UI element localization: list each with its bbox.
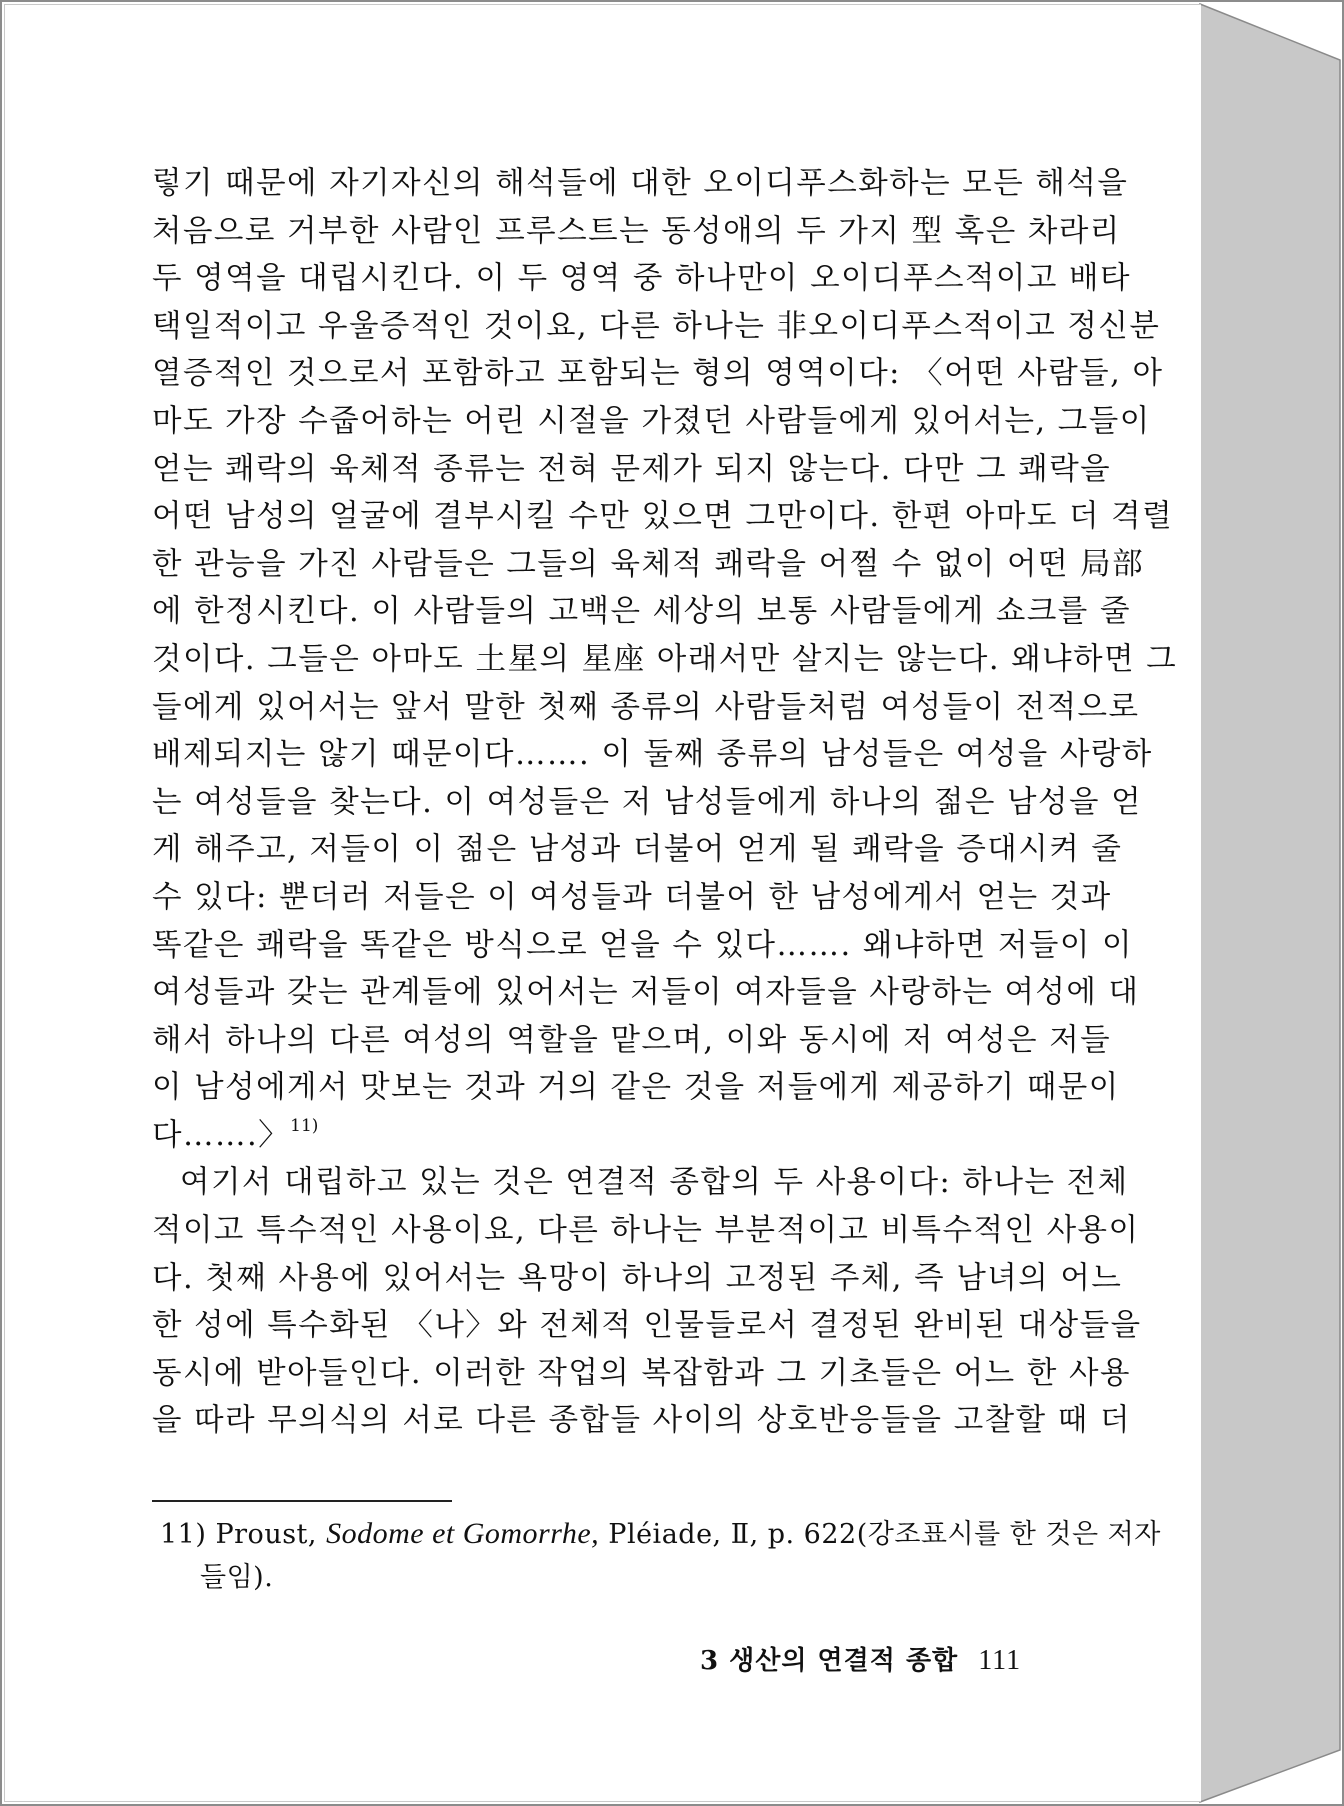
footnote-line: [160, 1512, 1161, 1556]
text-line: 이 남성에게서 맛보는 것과 거의 같은 것을 저들에게 제공하기 때문이: [152, 1070, 1120, 1106]
footnote-marker: 11): [160, 1519, 207, 1550]
footnote-divider: [152, 1500, 452, 1502]
text-line: 어떤 남성의 얼굴에 결부시킬 수만 있으면 그만이다. 한편 아마도 더 격렬: [152, 499, 1174, 535]
quote-end-line: [152, 1112, 1050, 1160]
text-line: 렇기 때문에 자기자신의 해석들에 대한 오이디푸스화하는 모든 해석을: [152, 166, 1129, 201]
footnote-continuation: 들임).: [200, 1562, 274, 1593]
text-line: 한 관능을 가진 사람들은 그들의 육체적 쾌락을 어쩔 수 없이 어떤 局部: [152, 546, 1145, 582]
text-line: 얻는 쾌락의 육체적 종류는 전혀 문제가 되지 않는다. 다만 그 쾌락을: [152, 451, 1112, 487]
text-line: 수 있다: 뿐더러 저들은 이 여성들과 더불어 한 남성에게서 얻는 것과: [152, 879, 1112, 915]
text-line: 택일적이고 우울증적인 것이요, 다른 하나는 非오이디푸스적이고 정신분: [152, 308, 1161, 344]
paragraph-line: 동시에 받아들인다. 이러한 작업의 복잡함과 그 기초들은 어느 한 사용: [152, 1355, 1131, 1391]
text-line: 해서 하나의 다른 여성의 역할을 맡으며, 이와 동시에 저 여성은 저들: [152, 1022, 1112, 1058]
paragraph-line: 을 따라 무의식의 서로 다른 종합들 사이의 상호반응들을 고찰할 때 더: [152, 1403, 1131, 1439]
text-line: 것이다. 그들은 아마도 土星의 星座 아래서만 살지는 않는다. 왜냐하면 그: [152, 641, 1178, 677]
chapter-title: 3 생산의 연결적 종합: [700, 1646, 959, 1676]
paragraph-line: 적이고 특수적인 사용이요, 다른 하나는 부분적이고 비특수적인 사용이: [152, 1213, 1140, 1249]
paragraph-line: 한 성에 특수화된 〈나〉와 전체적 인물들로서 결정된 완비된 대상들을: [152, 1308, 1142, 1344]
text-line: 열증적인 것으로서 포함하고 포함되는 형의 영역이다: 〈어떤 사람들, 아: [152, 356, 1164, 392]
text-line: 처음으로 거부한 사람인 프루스트는 동성애의 두 가지 型 혹은 차라리: [152, 213, 1121, 249]
text-line: 두 영역을 대립시킨다. 이 두 영역 중 하나만이 오이디푸스적이고 배타: [152, 261, 1131, 297]
paragraph-line: 여기서 대립하고 있는 것은 연결적 종합의 두 사용이다: 하나는 전체: [180, 1165, 1129, 1201]
text-line: 게 해주고, 저들이 이 젊은 남성과 더불어 얻게 될 쾌락을 증대시켜 줄: [152, 832, 1123, 868]
text-line: 여성들과 갖는 관계들에 있어서는 저들이 여자들을 사랑하는 여성에 대: [152, 975, 1140, 1011]
text-line: 똑같은 쾌락을 똑같은 방식으로 얻을 수 있다……. 왜냐하면 저들이 이: [152, 927, 1133, 963]
text-line: 는 여성들을 찾는다. 이 여성들은 저 남성들에게 하나의 젊은 남성을 얻: [152, 784, 1143, 820]
text-line: 에 한정시킨다. 이 사람들의 고백은 세상의 보통 사람들에게 쇼크를 줄: [152, 594, 1131, 630]
footnote: [160, 1512, 1161, 1600]
footnote-author: Proust,: [215, 1519, 317, 1550]
page-number: 111: [978, 1645, 1022, 1676]
text-line: 배제되지는 않기 때문이다……. 이 둘째 종류의 남성들은 여성을 사랑하: [152, 737, 1153, 773]
running-footer: [700, 1640, 1020, 1677]
text-line: 들에게 있어서는 앞서 말한 첫째 종류의 사람들처럼 여성들이 전적으로: [152, 689, 1140, 725]
footnote-title: Sodome et Gomorrhe,: [326, 1517, 600, 1550]
text-line: 마도 가장 수줍어하는 어린 시절을 가졌던 사람들에게 있어서는, 그들이: [152, 403, 1151, 439]
paragraph-line: 다. 첫째 사용에 있어서는 욕망이 하나의 고정된 주체, 즉 남녀의 어느: [152, 1260, 1123, 1296]
footnote-rest: Pléiade, Ⅱ, p. 622(강조표시를 한 것은 저자: [608, 1519, 1161, 1550]
body-text: [152, 160, 1178, 1445]
footnote-reference: 11): [290, 1115, 319, 1136]
text-line: 다…….〉: [152, 1117, 291, 1153]
